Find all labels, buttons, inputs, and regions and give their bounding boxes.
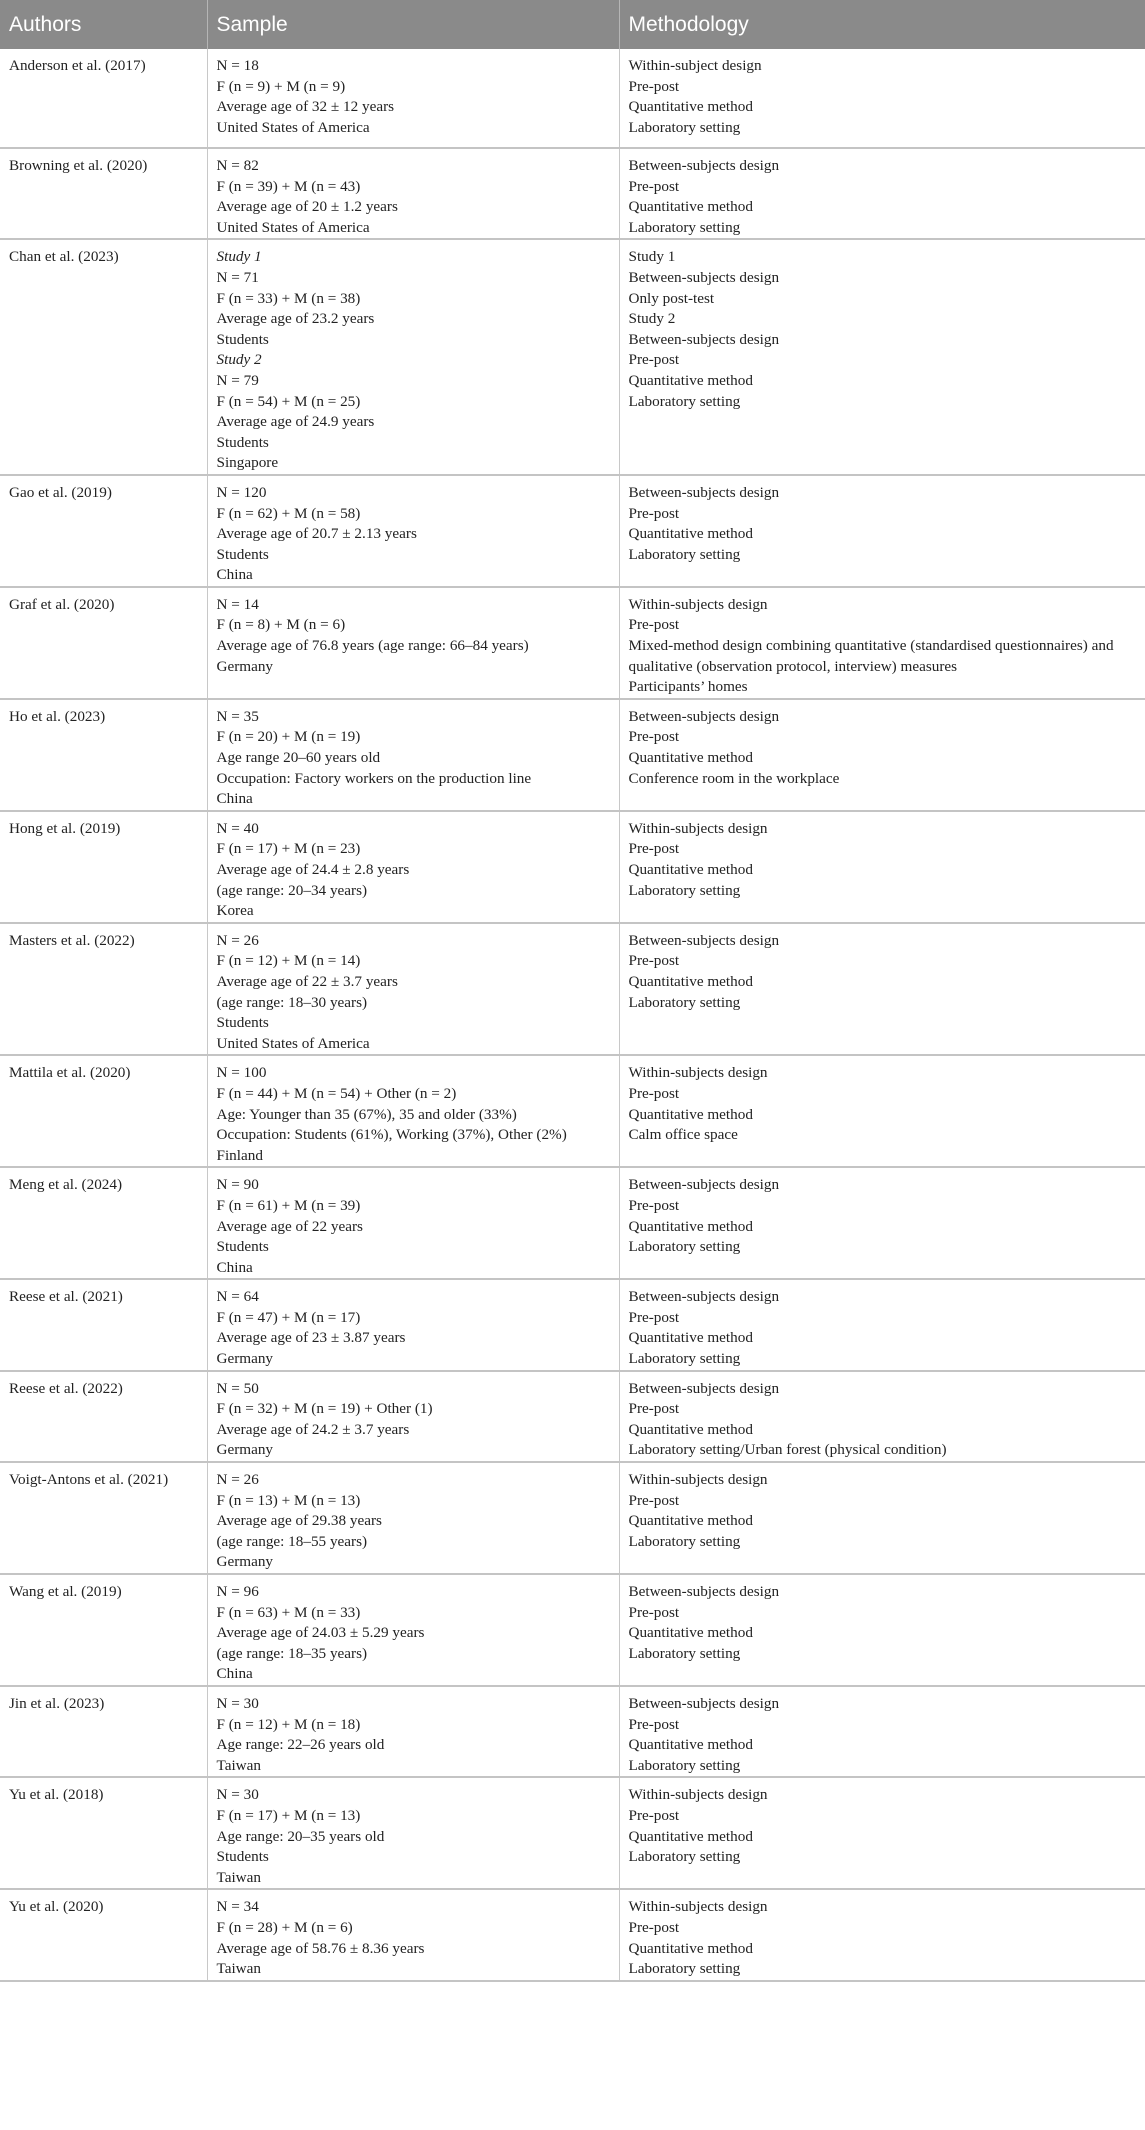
methodology-line: Quantitative method xyxy=(628,198,753,216)
sample-line: F (n = 62) + M (n = 58) xyxy=(216,504,361,522)
sample-line: N = 14 xyxy=(216,595,259,613)
sample-line: Germany xyxy=(216,657,274,675)
methodology-line: Quantitative method xyxy=(628,525,753,543)
methodology-line: Mixed-method design combining quantitative (standardised questionnaires) and qualitative (observation protocol, interview) measures xyxy=(628,637,1114,675)
methodology-line: Between-subjects design xyxy=(628,931,780,949)
methodology-line: Conference room in the workplace xyxy=(628,769,840,787)
sample-line: F (n = 63) + M (n = 33) xyxy=(216,1603,361,1621)
sample-line: Average age of 32 ± 12 years xyxy=(216,98,395,116)
table-row xyxy=(0,1889,1145,1980)
methodology-line: Within-subjects design xyxy=(628,595,768,613)
methodology-cell xyxy=(619,1055,1145,1167)
table-row xyxy=(0,1279,1145,1370)
methodology-line: Between-subjects design xyxy=(628,707,780,725)
sample-line: Average age of 58.76 ± 8.36 years xyxy=(216,1939,425,1957)
methodology-line: Pre-post xyxy=(628,177,680,195)
table-row xyxy=(0,1167,1145,1279)
methodology-line: Within-subjects design xyxy=(628,1064,768,1082)
sample-line: (age range: 18–55 years) xyxy=(216,1532,368,1550)
methodology-cell xyxy=(619,1167,1145,1279)
sample-line: Students xyxy=(216,1848,269,1866)
methodology-line: Pre-post xyxy=(628,616,680,634)
sample-cell xyxy=(207,475,619,587)
methodology-line: Only post-test xyxy=(628,289,715,307)
author-cell: Gao et al. (2019) xyxy=(0,475,207,587)
sample-line: Students xyxy=(216,1014,269,1032)
methodology-line: Quantitative method xyxy=(628,98,753,116)
header-authors: Authors xyxy=(0,0,207,49)
table-row xyxy=(0,1777,1145,1889)
sample-cell xyxy=(207,1462,619,1574)
sample-line: N = 79 xyxy=(216,371,259,389)
methodology-line: Pre-post xyxy=(628,351,680,369)
methodology-line: Between-subjects design xyxy=(628,1694,780,1712)
sample-cell xyxy=(207,811,619,923)
methodology-cell xyxy=(619,1279,1145,1370)
methodology-line: Calm office space xyxy=(628,1126,738,1144)
methodology-line: Quantitative method xyxy=(628,1939,753,1957)
author-cell: Mattila et al. (2020) xyxy=(0,1055,207,1167)
table-row xyxy=(0,1574,1145,1686)
sample-line: F (n = 13) + M (n = 13) xyxy=(216,1491,361,1509)
sample-line: Average age of 22 years xyxy=(216,1217,363,1235)
sample-line: N = 34 xyxy=(216,1898,259,1916)
sample-line: Average age of 76.8 years (age range: 66–84 years) xyxy=(216,637,529,655)
sample-line: United States of America xyxy=(216,118,370,136)
methodology-line: Pre-post xyxy=(628,504,680,522)
methodology-line: Between-subjects design xyxy=(628,1583,780,1600)
sample-line: Finland xyxy=(216,1146,263,1164)
sample-line: Occupation: Factory workers on the production line xyxy=(216,769,532,787)
sample-line: N = 40 xyxy=(216,819,259,837)
sample-line: Taiwan xyxy=(216,1868,261,1886)
methodology-line: Pre-post xyxy=(628,1400,680,1418)
header-sample: Sample xyxy=(207,0,619,49)
sample-line: N = 18 xyxy=(216,57,259,74)
sample-line: F (n = 12) + M (n = 18) xyxy=(216,1715,361,1733)
sample-cell xyxy=(207,1686,619,1777)
methodology-cell xyxy=(619,811,1145,923)
sample-line: N = 100 xyxy=(216,1064,267,1082)
sample-line: Age: Younger than 35 (67%), 35 and older (33%) xyxy=(216,1105,517,1123)
methodology-line: Participants’ homes xyxy=(628,678,748,696)
sample-line: F (n = 20) + M (n = 19) xyxy=(216,728,361,746)
methodology-line: Between-subjects design xyxy=(628,1288,780,1306)
methodology-line: Quantitative method xyxy=(628,1827,753,1845)
sample-line: China xyxy=(216,1665,253,1683)
sample-cell xyxy=(207,699,619,811)
author-cell: Reese et al. (2021) xyxy=(0,1279,207,1370)
sample-line: Occupation: Students (61%), Working (37%), Other (2%) xyxy=(216,1126,567,1144)
sample-line: Average age of 22 ± 3.7 years xyxy=(216,972,398,990)
sample-line: N = 71 xyxy=(216,268,259,286)
methodology-line: Between-subjects design xyxy=(628,330,780,348)
methodology-line: Quantitative method xyxy=(628,1420,753,1438)
sample-line: Average age of 24.4 ± 2.8 years xyxy=(216,861,410,878)
sample-line: (age range: 18–30 years) xyxy=(216,993,368,1011)
methodology-cell xyxy=(619,1462,1145,1574)
methodology-line: Quantitative method xyxy=(628,749,753,767)
methodology-line: Quantitative method xyxy=(628,1105,753,1123)
methodology-line: Laboratory setting xyxy=(628,1960,741,1978)
methodology-line: Laboratory setting/Urban forest (physical condition) xyxy=(628,1441,947,1459)
sample-line: F (n = 28) + M (n = 6) xyxy=(216,1918,353,1936)
sample-cell xyxy=(207,49,619,148)
author-cell: Graf et al. (2020) xyxy=(0,587,207,699)
table-row xyxy=(0,1686,1145,1777)
sample-line: F (n = 17) + M (n = 23) xyxy=(216,840,361,858)
methodology-line: Within-subject design xyxy=(628,57,762,74)
sample-line: Taiwan xyxy=(216,1960,261,1978)
methodology-line: Between-subjects design xyxy=(628,1379,780,1397)
methodology-line: Between-subjects design xyxy=(628,483,780,501)
methodology-cell xyxy=(619,923,1145,1056)
methodology-cell xyxy=(619,148,1145,239)
methodology-line: Pre-post xyxy=(628,1918,680,1936)
sample-line: Germany xyxy=(216,1350,274,1368)
sample-line: Average age of 20.7 ± 2.13 years xyxy=(216,525,417,543)
table-row xyxy=(0,239,1145,475)
sample-line: (age range: 18–35 years) xyxy=(216,1644,368,1662)
methodology-line: Laboratory setting xyxy=(628,1532,741,1550)
sample-line: Germany xyxy=(216,1441,274,1459)
sample-line: N = 90 xyxy=(216,1176,259,1194)
author-cell: Wang et al. (2019) xyxy=(0,1574,207,1686)
methodology-line: Between-subjects design xyxy=(628,1176,780,1194)
sample-line: Average age of 20 ± 1.2 years xyxy=(216,198,398,216)
table-row xyxy=(0,699,1145,811)
sample-line: N = 35 xyxy=(216,707,259,725)
sample-line: Average age of 24.9 years xyxy=(216,413,375,431)
sample-line: United States of America xyxy=(216,1034,370,1052)
methodology-cell xyxy=(619,49,1145,148)
table-body xyxy=(0,49,1145,1981)
methodology-line: Laboratory setting xyxy=(628,1350,741,1368)
sample-line: Age range: 20–35 years old xyxy=(216,1827,385,1845)
sample-line: F (n = 54) + M (n = 25) xyxy=(216,392,361,410)
sample-line: Average age of 23.2 years xyxy=(216,310,375,328)
sample-line: N = 64 xyxy=(216,1288,259,1306)
author-cell: Meng et al. (2024) xyxy=(0,1167,207,1279)
methodology-line: Pre-post xyxy=(628,952,680,970)
table-row xyxy=(0,1055,1145,1167)
sample-cell xyxy=(207,923,619,1056)
table-row xyxy=(0,923,1145,1056)
methodology-line: Pre-post xyxy=(628,1603,680,1621)
sample-line: Korea xyxy=(216,902,254,920)
methodology-cell xyxy=(619,1371,1145,1462)
methodology-line: Laboratory setting xyxy=(628,545,741,563)
sample-line: F (n = 9) + M (n = 9) xyxy=(216,77,346,95)
sample-line: Average age of 23 ± 3.87 years xyxy=(216,1329,406,1347)
sample-line: Study 1 xyxy=(216,248,262,266)
sample-cell xyxy=(207,1889,619,1980)
methodology-line: Quantitative method xyxy=(628,1329,753,1347)
sample-line: Germany xyxy=(216,1553,274,1571)
sample-cell xyxy=(207,587,619,699)
sample-line: N = 30 xyxy=(216,1786,259,1804)
methodology-cell xyxy=(619,1574,1145,1686)
sample-line: N = 30 xyxy=(216,1694,259,1712)
methodology-line: Pre-post xyxy=(628,840,680,858)
methodology-cell xyxy=(619,587,1145,699)
table-row xyxy=(0,475,1145,587)
methodology-line: Pre-post xyxy=(628,77,680,95)
author-cell: Masters et al. (2022) xyxy=(0,923,207,1056)
author-cell: Browning et al. (2020) xyxy=(0,148,207,239)
author-cell: Jin et al. (2023) xyxy=(0,1686,207,1777)
methodology-line: Pre-post xyxy=(628,1806,680,1824)
sample-line: N = 82 xyxy=(216,157,259,174)
methodology-cell xyxy=(619,1686,1145,1777)
sample-line: N = 26 xyxy=(216,931,259,949)
methodology-line: Between-subjects design xyxy=(628,157,780,174)
methodology-line: Pre-post xyxy=(628,1491,680,1509)
methodology-cell xyxy=(619,239,1145,475)
table-row xyxy=(0,811,1145,923)
sample-line: N = 26 xyxy=(216,1471,259,1489)
sample-line: F (n = 44) + M (n = 54) + Other (n = 2) xyxy=(216,1084,457,1102)
sample-line: N = 96 xyxy=(216,1583,259,1600)
table-row xyxy=(0,148,1145,239)
sample-line: N = 50 xyxy=(216,1379,259,1397)
methodology-line: Quantitative method xyxy=(628,861,753,878)
sample-line: F (n = 32) + M (n = 19) + Other (1) xyxy=(216,1400,433,1418)
sample-line: F (n = 39) + M (n = 43) xyxy=(216,177,361,195)
methodology-line: Laboratory setting xyxy=(628,881,741,899)
sample-line: Average age of 24.2 ± 3.7 years xyxy=(216,1420,410,1438)
table-row xyxy=(0,49,1145,148)
table-row xyxy=(0,1371,1145,1462)
methodology-line: Laboratory setting xyxy=(628,993,741,1011)
sample-cell xyxy=(207,1167,619,1279)
sample-line: Taiwan xyxy=(216,1756,261,1774)
methodology-line: Laboratory setting xyxy=(628,1644,741,1662)
methodology-line: Quantitative method xyxy=(628,972,753,990)
sample-line: Singapore xyxy=(216,454,279,472)
author-cell: Anderson et al. (2017) xyxy=(0,49,207,148)
author-cell: Yu et al. (2020) xyxy=(0,1889,207,1980)
author-cell: Ho et al. (2023) xyxy=(0,699,207,811)
methodology-line: Quantitative method xyxy=(628,1217,753,1235)
sample-line: Age range: 22–26 years old xyxy=(216,1736,385,1754)
author-cell: Yu et al. (2018) xyxy=(0,1777,207,1889)
sample-line: China xyxy=(216,1258,253,1276)
methodology-line: Within-subjects design xyxy=(628,1786,768,1804)
sample-line: China xyxy=(216,566,253,584)
sample-line: F (n = 17) + M (n = 13) xyxy=(216,1806,361,1824)
methodology-line: Quantitative method xyxy=(628,1512,753,1530)
author-cell: Hong et al. (2019) xyxy=(0,811,207,923)
methodology-line: Laboratory setting xyxy=(628,1238,741,1256)
author-cell: Voigt-Antons et al. (2021) xyxy=(0,1462,207,1574)
sample-cell xyxy=(207,239,619,475)
table-row xyxy=(0,1462,1145,1574)
methodology-line: Between-subjects design xyxy=(628,268,780,286)
sample-line: F (n = 33) + M (n = 38) xyxy=(216,289,361,307)
sample-cell xyxy=(207,1279,619,1370)
sample-line: Students xyxy=(216,433,269,451)
sample-line: Average age of 24.03 ± 5.29 years xyxy=(216,1624,425,1642)
sample-line: China xyxy=(216,790,253,808)
sample-line: (age range: 20–34 years) xyxy=(216,881,368,899)
sample-line: N = 120 xyxy=(216,483,267,501)
methodology-line: Pre-post xyxy=(628,1084,680,1102)
methodology-line: Laboratory setting xyxy=(628,1756,741,1774)
sample-cell xyxy=(207,1777,619,1889)
methodology-line: Study 2 xyxy=(628,310,676,328)
methodology-cell xyxy=(619,475,1145,587)
methodology-line: Pre-post xyxy=(628,1308,680,1326)
author-cell: Chan et al. (2023) xyxy=(0,239,207,475)
methodology-line: Laboratory setting xyxy=(628,118,741,136)
methodology-line: Laboratory setting xyxy=(628,392,741,410)
sample-line: Students xyxy=(216,545,269,563)
methodology-line: Study 1 xyxy=(628,248,676,266)
methodology-line: Within-subjects design xyxy=(628,1471,768,1489)
sample-line: Study 2 xyxy=(216,351,262,369)
table-header xyxy=(0,0,1145,49)
methodology-line: Within-subjects design xyxy=(628,1898,768,1916)
sample-line: F (n = 8) + M (n = 6) xyxy=(216,616,346,634)
header-row xyxy=(0,0,1145,49)
author-cell: Reese et al. (2022) xyxy=(0,1371,207,1462)
sample-cell xyxy=(207,1371,619,1462)
sample-line: Average age of 29.38 years xyxy=(216,1512,382,1530)
table-row xyxy=(0,587,1145,699)
methodology-cell xyxy=(619,1889,1145,1980)
sample-line: F (n = 61) + M (n = 39) xyxy=(216,1196,361,1214)
methodology-line: Laboratory setting xyxy=(628,1848,741,1866)
methodology-line: Quantitative method xyxy=(628,1736,753,1754)
methodology-line: Pre-post xyxy=(628,728,680,746)
sample-cell xyxy=(207,1055,619,1167)
header-methodology: Methodology xyxy=(619,0,1145,49)
sample-line: F (n = 12) + M (n = 14) xyxy=(216,952,361,970)
sample-cell xyxy=(207,1574,619,1686)
methodology-line: Pre-post xyxy=(628,1196,680,1214)
sample-line: United States of America xyxy=(216,218,370,236)
methodology-line: Laboratory setting xyxy=(628,218,741,236)
sample-line: Age range 20–60 years old xyxy=(216,749,381,767)
sample-line: Students xyxy=(216,1238,269,1256)
methodology-cell xyxy=(619,1777,1145,1889)
methodology-line: Quantitative method xyxy=(628,371,753,389)
methodology-line: Pre-post xyxy=(628,1715,680,1733)
sample-cell xyxy=(207,148,619,239)
sample-line: Students xyxy=(216,330,269,348)
sample-line: F (n = 47) + M (n = 17) xyxy=(216,1308,361,1326)
methodology-line: Within-subjects design xyxy=(628,819,768,837)
methodology-cell xyxy=(619,699,1145,811)
methodology-line: Quantitative method xyxy=(628,1624,753,1642)
